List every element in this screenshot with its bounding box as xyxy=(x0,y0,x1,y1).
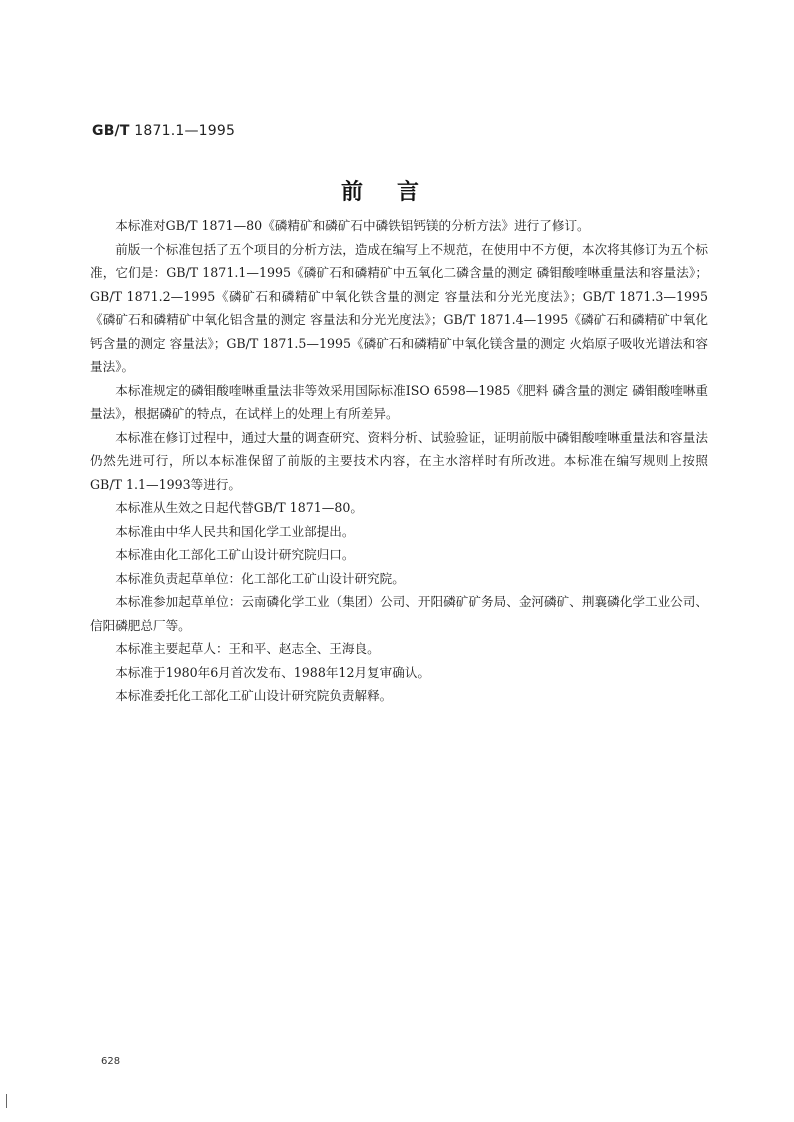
paragraph-proposed-by: 本标准由中华人民共和国化学工业部提出。 xyxy=(115,523,355,539)
standard-prefix: GB/T xyxy=(92,123,130,139)
paragraph-revision: 本标准对GB/T 1871—80《磷精矿和磷矿石中磷铁铝钙镁的分析方法》进行了修订。 xyxy=(115,218,590,233)
foreword-body xyxy=(90,214,708,708)
paragraph-revision-process: 本标准在修订过程中，通过大量的调查研究、资料分析、试验验证，证明前版中磷钼酸喹啉重量法和容量法仍然先进可行，所以本标准保留了前版的主要技术内容，在主水溶样时有所改进。本标准在编写规则上按照GB/T 1.1—1993等进行。 xyxy=(90,429,708,492)
paragraph-drafters: 本标准主要起草人：王和平、赵志全、王海良。 xyxy=(115,641,380,656)
page-title: 前言 xyxy=(340,180,453,205)
paragraph-managed-by: 本标准由化工部化工矿山设计研究院归口。 xyxy=(115,547,355,562)
paragraph-replaces: 本标准从生效之日起代替GB/T 1871—80。 xyxy=(115,500,363,515)
paragraph-interpretation: 本标准委托化工部化工矿山设计研究院负责解释。 xyxy=(115,688,393,703)
page-number: 628 xyxy=(101,1056,121,1067)
paragraph-five-standards: 前版一个标准包括了五个项目的分析方法，造成在编写上不规范，在使用中不方便，本次将其修订为五个标准，它们是：GB/T 1871.1—1995《磷矿石和磷精矿中五氧化二磷含量的测定 磷钼酸喹啉重量法和容量法》；GB/T 1871.2—1995《磷矿石和磷精矿中氧化铁含量的测定 容量法和分光光度法》；GB/T 1871.3—1995《磷矿石和磷精矿中氧化铝含量的测定 容量法和分光光度法》；GB/T 1871.4—1995《磷矿石和磷精矿中氧化钙含量的测定 容量法》；GB/T 1871.5—1995《磷矿石和磷精矿中氧化镁含量的测定 火焰原子吸收光谱法和容量法》。 xyxy=(90,241,708,374)
standard-number: 1871.1—1995 xyxy=(134,123,236,139)
paragraph-drafting-unit: 本标准负责起草单位：化工部化工矿山设计研究院。 xyxy=(115,570,405,586)
paragraph-participating-units: 本标准参加起草单位：云南磷化学工业（集团）公司、开阳磷矿矿务局、金河磷矿、荆襄磷化学工业公司、信阳磷肥总厂等。 xyxy=(90,594,708,633)
paragraph-iso-adoption: 本标准规定的磷钼酸喹啉重量法非等效采用国际标准ISO 6598—1985《肥料 磷含量的测定 磷钼酸喹啉重量法》，根据磷矿的特点，在试样上的处理上有所差异。 xyxy=(90,382,708,421)
paragraph-history: 本标准于1980年6月首次发布、1988年12月复审确认。 xyxy=(115,664,431,680)
scan-edge-mark xyxy=(6,1094,7,1108)
standard-code xyxy=(92,123,235,139)
